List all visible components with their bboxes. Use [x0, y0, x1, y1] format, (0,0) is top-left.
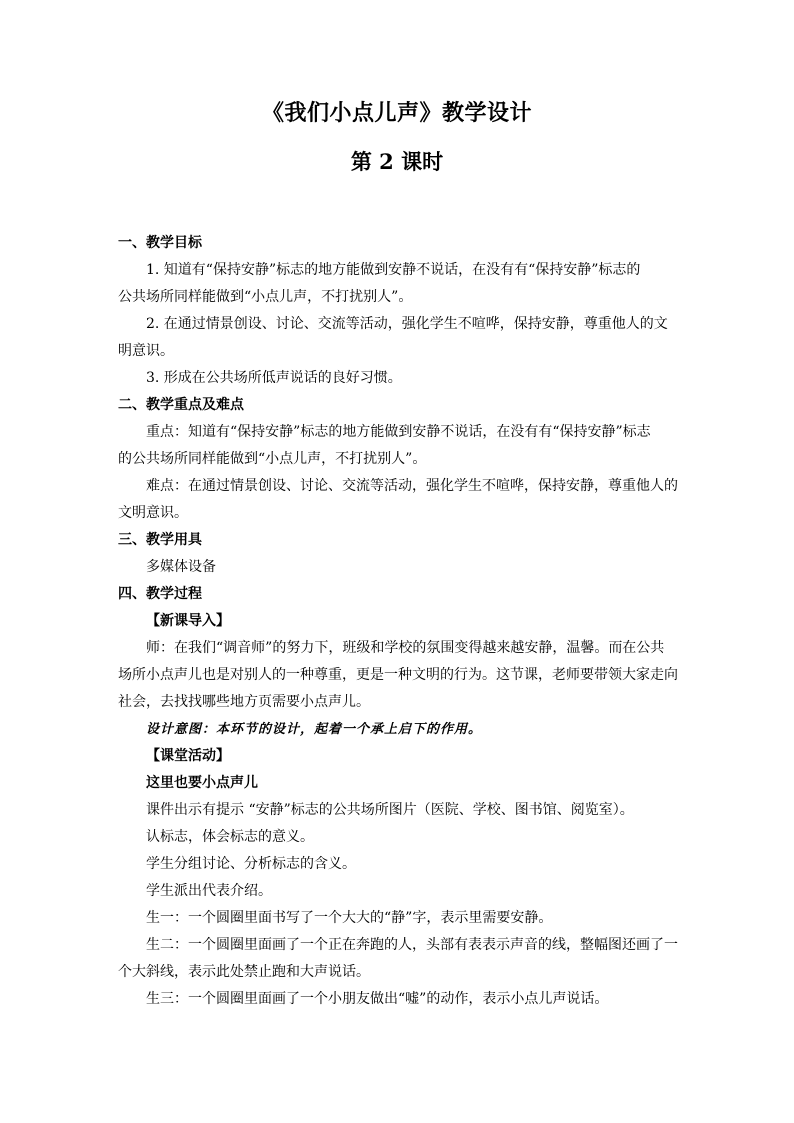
key-point-line-2: 的公共场所同样能做到“小点儿声，不打扰别人”。 [118, 451, 427, 467]
document-body [118, 230, 678, 1013]
objective-2-line-2: 明意识。 [118, 343, 174, 359]
student-1-answer: 生一：一个圆圈里面书写了一个大大的“静”字，表示里需要安静。 [146, 910, 553, 926]
intro-line-1: 师：在我们“调音师”的努力下，班级和学校的氛围变得越来越安静，温馨。而在公共 [146, 640, 665, 656]
document-title: 《我们小点儿声》教学设计 [261, 100, 532, 126]
activity-line-4: 学生派出代表介绍。 [146, 883, 272, 899]
intro-line-2: 场所小点声儿也是对别人的一种尊重，更是一种文明的行为。这节课，老师要带领大家走向 [118, 667, 678, 683]
objective-3: 3. 形成在公共场所低声说话的良好习惯。 [146, 370, 402, 386]
design-intent: 设计意图：本环节的设计，起着一个承上启下的作用。 [146, 722, 483, 737]
section-heading-objectives: 一、教学目标 [118, 235, 202, 251]
objective-1-line-1: 1. 知道有“保持安静”标志的地方能做到安静不说话，在没有有“保持安静”标志的 [146, 262, 641, 278]
section-heading-key-points: 二、教学重点及难点 [118, 397, 244, 413]
student-3-answer: 生三：一个圆圈里面画了一个小朋友做出“嘘”的动作，表示小点儿声说话。 [146, 991, 609, 1007]
activity-subheading: 【课堂活动】 [146, 748, 230, 764]
student-2-answer-line-1: 生二：一个圆圈里面画了一个正在奔跑的人，头部有表表示声音的线，整幅图还画了一 [146, 937, 678, 953]
objective-1-line-2: 公共场所同样能做到“小点儿声，不打扰别人”。 [118, 289, 413, 305]
activity-line-2: 认标志，体会标志的意义。 [146, 829, 314, 845]
section-heading-tools: 三、教学用具 [118, 532, 202, 548]
section-heading-process: 四、教学过程 [118, 586, 202, 602]
tool-item: 多媒体设备 [146, 559, 216, 575]
intro-line-3: 社会，去找找哪些地方页需要小点声儿。 [118, 694, 370, 710]
activity-line-1: 课件出示有提示 “安静”标志的公共场所图片（医院、学校、图书馆、阅览室）。 [146, 802, 634, 818]
document-subtitle: 第 2 课时 [350, 149, 444, 174]
difficulty-line-2: 文明意识。 [118, 505, 188, 521]
activity-line-3: 学生分组讨论、分析标志的含义。 [146, 856, 356, 872]
objective-2-line-1: 2. 在通过情景创设、讨论、交流等活动，强化学生不喧哗，保持安静，尊重他人的文 [146, 316, 668, 332]
difficulty-line-1: 难点：在通过情景创设、讨论、交流等活动，强化学生不喧哗，保持安静，尊重他人的 [146, 478, 678, 494]
intro-subheading: 【新课导入】 [146, 613, 230, 629]
key-point-line-1: 重点：知道有“保持安静”标志的地方能做到安静不说话，在没有有“保持安静”标志 [146, 424, 651, 440]
activity-topic: 这里也要小点声儿 [146, 775, 258, 791]
student-2-answer-line-2: 个大斜线，表示此处禁止跑和大声说话。 [118, 964, 370, 980]
